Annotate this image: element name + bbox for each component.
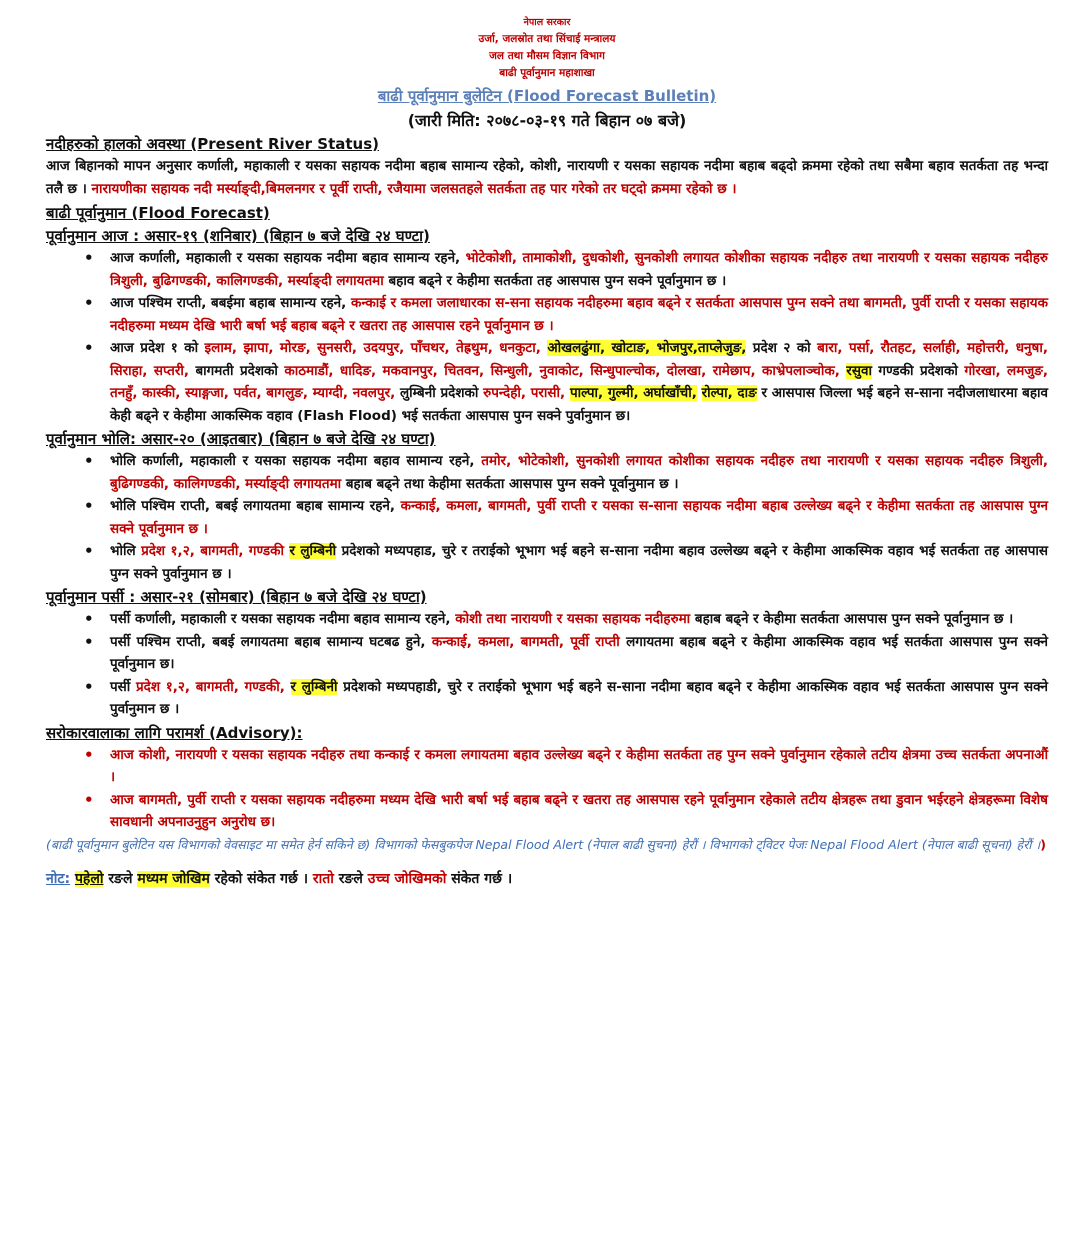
list-item [110, 631, 1048, 676]
info-end: ) [1040, 836, 1046, 852]
advisory-list [46, 744, 1048, 834]
text-span-red: प्रदेश १,२, बागमती, गण्डकी [141, 543, 284, 559]
present-status-paragraph [46, 155, 1048, 201]
list-item [110, 495, 1048, 540]
list-item [110, 540, 1048, 585]
flood-forecast-heading: बाढी पूर्वानुमान (Flood Forecast) [46, 204, 270, 222]
text-span-red: आज कोशी, नारायणी र यसका सहायक नदीहरु तथा कन्काई र कमला लगायतमा बहाव उल्लेख्य बढ्ने र केहीमा सतर्कता तह पुग्न सक्ने पुर्वानुमान रहेकाले तटीय क्षेत्रमा उच्च सतर्कता अपनाऔं । [110, 746, 1048, 785]
text-span: भोलि कर्णाली, महाकाली र यसका सहायक नदीमा बहाव सामान्य रहने, [110, 453, 475, 469]
text-span: भोलि [110, 543, 136, 559]
text-span-red: काठमाडौं, धादिङ, मकवानपुर, चितवन, सिन्धुली, नुवाकोट, सिन्धुपाल्चोक, दोलखा, रामेछाप, काभ्रेपलाञ्चोक, [284, 362, 840, 379]
forecast-tomorrow-list [46, 450, 1048, 585]
text-span: बहाव बढ्ने र केहीमा सतर्कता तह आसपास पुग्न सक्ने पूर्वानुमान छ । [388, 272, 727, 289]
text-span-highlight: ओखलढुंगा, खोटाङ, भोजपुर,ताप्लेजुङ, [547, 340, 747, 356]
text-span-red: भोटेकोशी, तामाकोशी, दुधकोशी, सुनकोशी लगायत कोशीका सहायक नदीहरु तथा नारायणी र यसका सहायक नदीहरु त्रिशुली, बुढिगण्डकी, कालिगण्डकी, मर्स्याङ्दी लगायतमा [110, 250, 1049, 289]
yellow-word: पहेलो [74, 870, 104, 887]
text-span: आज प्रदेश १ को [110, 340, 199, 356]
text-span: बागमती प्रदेशको [195, 362, 278, 379]
text-span: प्रदेशको मध्यपहाड, चुरे र तराईको भूभाग भई बहने स-साना नदीमा बहाव उल्लेख्य बढ्ने र केहीमा आकस्मिक वहाव भई सतर्कता तह आसपास पुग्न सक्ने पुर्वानुमान छ । [110, 543, 1048, 582]
text-span: र आसपास जिल्ला भई बहने स-साना नदीजलाधारमा बहाव केही बढ्ने र केहीमा आकस्मिक वहाव (Flash Flood) भई सतर्कता आसपास पुग्न सक्ने पुर्वानुमान छ। [110, 385, 1049, 424]
red-word: रातो [312, 870, 334, 887]
text-span-highlight: र लुम्बिनी [290, 678, 338, 695]
info-text: (बाढी पूर्वानुमान बुलेटिन यस विभागको वेवसाइट मा समेत हेर्न सकिने छ) विभागको फेसबुकपेज Nepal Flood Alert (नेपाल बाढी सुचना) हेरौं । विभागको ट्विटर पेजः Nepal Flood Alert (नेपाल बाढी सूचना) हेरौं । [46, 836, 1041, 852]
text-span-red: तमोर, भोटेकोशी, सुनकोशी लगायत कोशीका सहायक नदीहरु तथा नारायणी र यसका सहायक नदीहरु त्रिशुली, बुढिगण्डकी, कालिगण्डकी, मर्स्याङ्दी लगायतमा [110, 453, 1049, 492]
text-span: भोलि पश्चिम राप्ती, बबई लगायतमा बहाब सामान्य रहने, [110, 498, 396, 514]
forecast-tomorrow-heading: पूर्वानुमान भोलि: असार-२० (आइतबार) (बिहान ७ बजे देखि २४ घण्टा) [46, 430, 436, 448]
legend-note [46, 868, 1048, 890]
header-line-3: जल तथा मौसम विज्ञान विभाग [489, 50, 605, 62]
text-span: प्रदेश २ को [752, 340, 811, 356]
agency-header [46, 14, 1048, 82]
text-span: पर्सी कर्णाली, महाकाली र यसका सहायक नदीमा बहाव सामान्य रहने, [110, 611, 451, 627]
text-span: रङले [338, 870, 363, 887]
text-span: बहाब बढ्ने तथा केहीमा सतर्कता आसपास पुग्न सक्ने पूर्वानुमान छ । [345, 475, 679, 492]
header-line-1: नेपाल सरकार [523, 17, 571, 28]
forecast-today-heading: पूर्वानुमान आज : असार-१९ (शनिबार) (बिहान ७ बजे देखि २४ घण्टा) [46, 227, 430, 245]
text-span-red: कोशी तथा नारायणी र यसका सहायक नदीहरुमा [455, 611, 691, 627]
text-span: प्रदेशको मध्यपहाडी, चुरे र तराईको भूभाग भई बहने स-साना नदीमा बहाव बढ्ने र केहीमा आकस्मिक वहाव भई सतर्कता आसपास पुग्न सक्ने पुर्वानुमान छ । [110, 678, 1049, 717]
text-span-red: इलाम, झापा, मोरङ, सुनसरी, उदयपुर, पाँचथर, तेह्रथुम, धनकुटा, [204, 340, 541, 356]
list-item [110, 608, 1048, 631]
text-span: लुम्बिनी प्रदेशको [400, 385, 479, 401]
bulletin-title: बाढी पूर्वानुमान बुलेटिन (Flood Forecast Bulletin) [377, 87, 717, 105]
text-span: पर्सी पश्चिम राप्ती, बबई लगायतमा बहाब सामान्य घटबढ हुने, [110, 633, 426, 650]
issue-date: (जारी मिति: २०७८-०३-१९ गते बिहान ०७ बजे) [407, 111, 687, 130]
list-item [110, 450, 1048, 495]
info-note [46, 834, 1048, 856]
text-span-red: कन्काई, कमला, बागमती, पूर्वी राप्ती [431, 633, 620, 650]
header-line-4: बाढी पूर्वानुमान महाशाखा [499, 67, 595, 79]
text-span-highlight: रसुवा [846, 362, 872, 379]
text-span-highlight: र लुम्बिनी [289, 543, 337, 559]
present-status-alert: नारायणीका सहायक नदी मर्स्याङ्दी,बिमलनगर र पूर्वी राप्ती, रजैयामा जलसतहले सतर्कता तह पार गरेको तर घट्दो क्रममा रहेको छ । [91, 181, 737, 197]
text-span-red: कन्काई, कमला, बागमती, पुर्वी राप्ती र यसका स-साना सहायक नदीमा बहाब उल्लेख्य बढ्ने र केहीमा सतर्कता तह आसपास पुग्न सक्ने पूर्वानुमान छ । [110, 498, 1048, 537]
text-span: रङले [108, 870, 133, 887]
list-item [110, 789, 1048, 834]
text-span-highlight: पाल्पा, गुल्मी, अर्घाखाँची, [569, 385, 697, 401]
text-span: आज कर्णाली, महाकाली र यसका सहायक नदीमा बहाव सामान्य रहने, [110, 250, 461, 266]
text-span: पर्सी [110, 678, 131, 695]
red-risk: उच्च जोखिमको [367, 870, 447, 887]
text-span-red: आज बागमती, पुर्वी राप्ती र यसका सहायक नदीहरुमा मध्यम देखि भारी बर्षा भई बहाब बढ्ने र खतरा तह आसपास रहने पूर्वानुमान रहेकाले तटीय क्षेत्रहरू तथा डुवान भईरहने क्षेत्रहरूमा विशेष सावधानी अपनाउनुहुन अनुरोध छ। [110, 791, 1048, 830]
text-span-highlight: रोल्पा, दाङ [701, 385, 757, 401]
text-span: लगायतमा बहाब बढ्ने र केहीमा आकस्मिक वहाव भई सतर्कता आसपास पुग्न सक्ने पूर्वानुमान छ। [110, 633, 1049, 672]
text-span-red: रुपन्देही, परासी, [483, 385, 566, 401]
advisory-heading: सरोकारवालाका लागि परामर्श (Advisory): [46, 723, 303, 742]
present-status-heading: नदीहरुको हालको अवस्था (Present River Status) [46, 135, 379, 153]
list-item [110, 247, 1048, 292]
forecast-dayafter-list [46, 608, 1048, 721]
text-span-red: प्रदेश १,२, बागमती, गण्डकी, [136, 678, 285, 695]
text-span-red: कन्काई र कमला जलाधारका स-सना सहायक नदीहरुमा बहाव बढ्ने र सतर्कता आसपास पुग्न सक्ने तथा बागमती, पुर्वी राप्ती र यसका सहायक नदीहरुमा मध्यम देखि भारी बर्षा भई बहाब बढ्ने र खतरा तह आसपास रहने पूर्वानुमान छ । [110, 295, 1048, 334]
list-item [110, 744, 1048, 789]
list-item [110, 676, 1048, 721]
text-span-red: बारा, पर्सा, रौतहट, सर्लाही, महोत्तरी, धनुषा, सिराहा, सप्तरी, [110, 340, 1048, 379]
header-line-2: उर्जा, जलस्रोत तथा सिंचाई मन्त्रालय [478, 33, 616, 45]
text-span: गण्डकी प्रदेशको [878, 362, 958, 379]
text-span-red: गोरखा, लमजुङ, तनहुँ, कास्की, स्याङ्गजा, पर्वत, बागलुङ, म्याग्दी, नवलपुर, [110, 362, 1049, 401]
text-span: संकेत गर्छ । [451, 870, 513, 887]
list-item [110, 292, 1048, 337]
text-span: रहेको संकेत गर्छ । [214, 870, 309, 887]
text-span: आज पश्चिम राप्ती, बबईमा बहाब सामान्य रहने, [110, 295, 347, 311]
forecast-dayafter-heading: पूर्वानुमान पर्सी : असार-२१ (सोमबार) (बिहान ७ बजे देखि २४ घण्टा) [46, 588, 427, 606]
text-span: बहाब बढ्ने र केहीमा सतर्कता आसपास पुग्न सक्ने पूर्वानुमान छ । [694, 611, 1014, 627]
forecast-today-list [46, 247, 1048, 427]
yellow-risk: मध्यम जोखिम [137, 870, 210, 887]
list-item [110, 337, 1048, 427]
present-status-text: आज बिहानको मापन अनुसार कर्णाली, महाकाली र यसका सहायक नदीमा बहाब सामान्य रहेको, कोशी, नारायणी र यसका सहायक नदीमा बहाब बढ्दो क्रममा रहेको तथा सबैमा बहाव सतर्कता तह भन्दा तलै छ । [46, 158, 1048, 197]
note-label: नोट: [46, 870, 71, 887]
